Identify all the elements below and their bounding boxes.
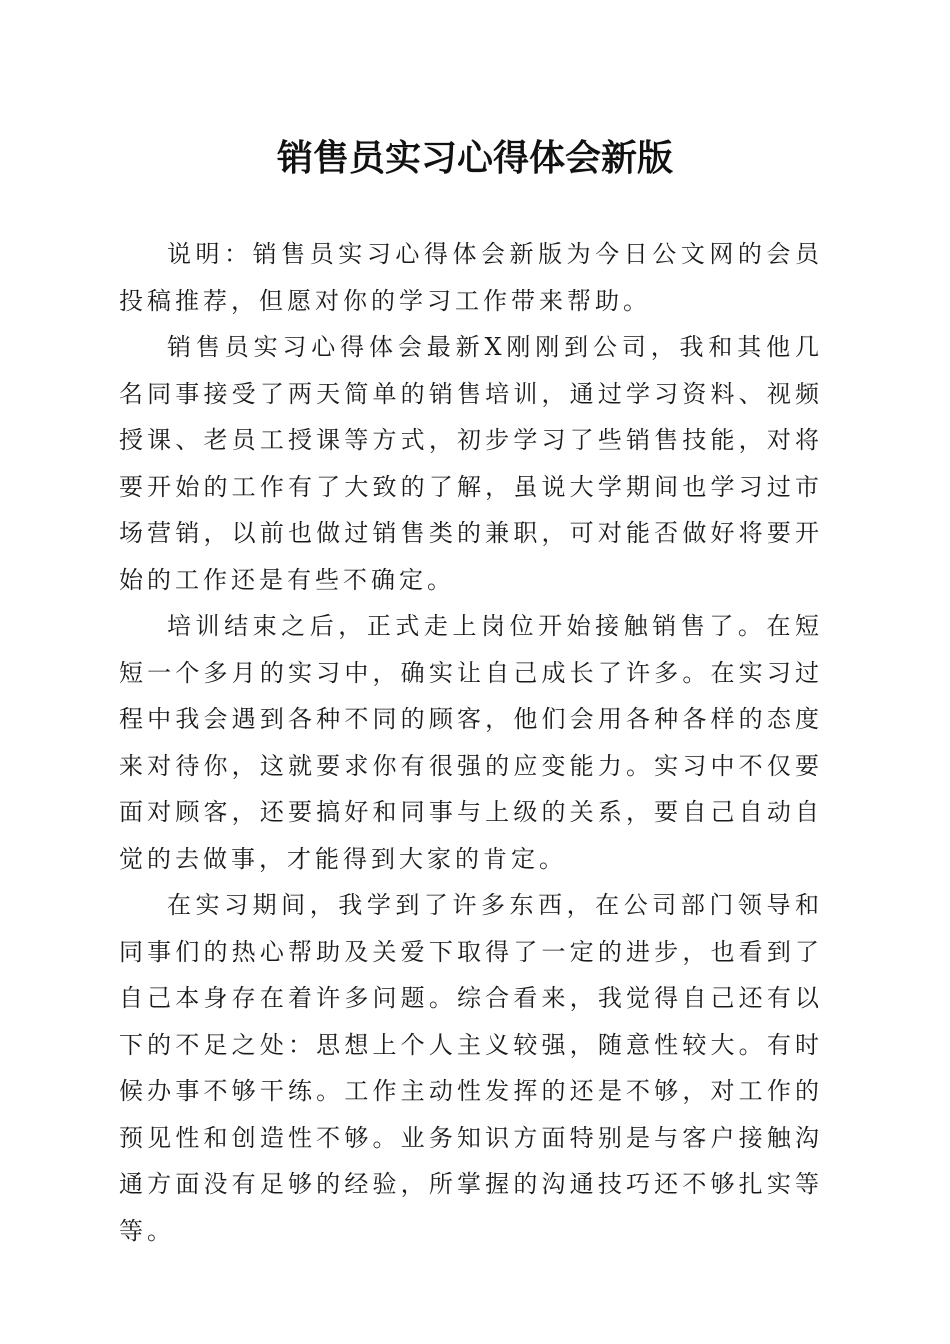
document-title: 销售员实习心得体会新版 (276, 137, 673, 179)
paragraph-shortcomings: 在实习期间，我学到了许多东西，在公司部门领导和同事们的热心帮助及关爱下取得了一定的进步，也看到了自己本身存在着许多问题。综合看来，我觉得自己还有以下的不足之处：思想上个人主义较强，随意性较大。有时候办事不够干练。工作主动性发挥的还是不够，对工作的预见性和创造性不够。业务知识方面特别是与客户接触沟通方面没有足够的经验，所掌握的沟通技巧还不够扎实等等。 (119, 891, 823, 1245)
paragraph-training: 销售员实习心得体会最新X刚刚到公司，我和其他几名同事接受了两天简单的销售培训，通过学习资料、视频授课、老员工授课等方式，初步学习了些销售技能，对将要开始的工作有了大致的了解，虽说大学期间也学习过市场营销，以前也做过销售类的兼职，可对能否做好将要开始的工作还是有些不确定。 (119, 333, 823, 594)
document-body (119, 231, 823, 1254)
paragraph-note: 说明：销售员实习心得体会新版为今日公文网的会员投稿推荐，但愿对你的学习工作带来帮助。 (119, 240, 823, 315)
paragraph-internship: 培训结束之后，正式走上岗位开始接触销售了。在短短一个多月的实习中，确实让自己成长了许多。在实习过程中我会遇到各种不同的顾客，他们会用各种各样的态度来对待你，这就要求你有很强的应变能力。实习中不仅要面对顾客，还要搞好和同事与上级的关系，要自己自动自觉的去做事，才能得到大家的肯定。 (119, 612, 823, 873)
